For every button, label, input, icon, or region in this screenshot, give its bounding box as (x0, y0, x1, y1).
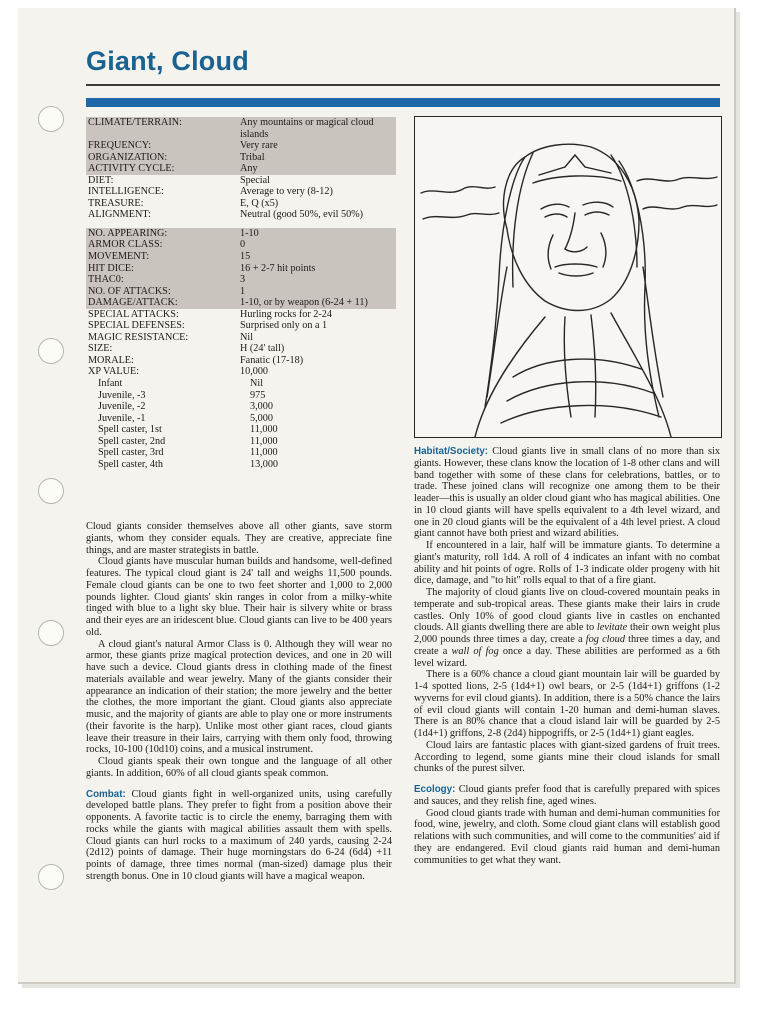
stat-label: MAGIC RESISTANCE: (88, 331, 189, 343)
stat-row (86, 186, 396, 198)
stat-row (86, 228, 396, 240)
stat-value: 15 (240, 251, 251, 263)
stat-label: NO. APPEARING: (88, 227, 168, 239)
stat-label: MOVEMENT: (88, 251, 150, 263)
stat-group-xp (86, 378, 396, 470)
paragraph: A cloud giant's natural Armor Class is 0. Although they will wear no armor, these giants prize magical protection devices, and one in 20 will have such a device. Cloud giants dress in clothing made of the finest materials available and wear jewelry. Many of the giants consider their appearance an indication of their station; the more jewelry and the better the clothes, the more important the giant. Cloud giants also appreciate music, and the majority of giants are able to play one or more instruments (their favorite is the harp). Unlike most other giant races, cloud giants leave their treasure in their lairs, carrying with them only food, throwing rocks, 10-100 (10d10) coins, and a musical instrument. (86, 638, 392, 756)
stat-block (86, 117, 396, 470)
combat-text: Cloud giants fight in well-organized units, using carefully developed battle plans. They prefer to fight from a position above their opponents. A favorite tactic is to circle the enemy, barraging them with rocks while the giants with magical abilities assault them with spells. Cloud giants can hurl rocks to a maximum of 240 yards, causing 2-24 (2d12) points of damage. Their huge morningstars do 6-24 (6d4) +11 points of damage, three times normal (man-sized) damage plus their strength bonus. One in 10 cloud giants will have a magical weapon. (86, 788, 392, 882)
paragraph: Cloud giants consider themselves above all other giants, save storm giants, whom they consider equals. They are creative, appreciate fine things, and are master strategists in battle. (86, 521, 392, 556)
stat-label: MORALE: (88, 354, 134, 366)
stat-value: 11,000 (250, 424, 278, 436)
stat-label: XP VALUE: (88, 366, 140, 378)
stat-value: Nil (250, 378, 264, 390)
spell-name: fog cloud (585, 634, 625, 645)
description-right-column (414, 446, 720, 866)
stat-row (86, 355, 396, 367)
stat-value: Any mountains or magical cloud islands (240, 117, 374, 140)
stat-label: DAMAGE/ATTACK: (88, 297, 178, 309)
stat-row (86, 332, 396, 344)
combat-section (86, 789, 392, 883)
stat-value: 13,000 (250, 458, 279, 470)
stat-value: 5,000 (250, 412, 273, 424)
habitat-heading: Habitat/Society: (414, 446, 489, 457)
stat-row (86, 343, 396, 355)
stat-value: 10,000 (240, 366, 269, 378)
giant-portrait-drawing (415, 117, 721, 437)
paragraph: Cloud lairs are fantastic places with giant-sized gardens of fruit trees. According to legend, some giants mine their cloud islands for small chunks of the purest silver. (414, 739, 720, 775)
stat-value: E, Q (x5) (240, 197, 279, 209)
stat-label: FREQUENCY: (88, 140, 152, 152)
title-rule (86, 84, 720, 86)
paragraph: Cloud giants speak their own tongue and the language of all other giants. In addition, 60% of all cloud giants speak common. (86, 756, 392, 779)
stat-value: Nil (240, 331, 254, 343)
cloud-giant-illustration (414, 116, 722, 438)
stat-row (86, 140, 396, 152)
stat-label: SPECIAL DEFENSES: (88, 320, 185, 332)
paragraph: There is a 60% chance a cloud giant mountain lair will be guarded by 1-4 spotted lions, 2-5 (1d4+1) owl bears, or 2-5 (1d4+1) griffons (1-2 wyverns for evil cloud giants). In addition, there is a 50% chance the lairs of evil cloud giants will contain 1-20 human and demi-human slaves. There is an 80% chance that a cloud island lair will be guarded by 2-5 (1d4+1) griffons, 2-8 (2d4) hippogriffs, or 2-5 (1d4+1) giant eagles. (414, 669, 720, 739)
stat-label: THAC0: (88, 274, 124, 286)
stat-value: H (24' tall) (240, 343, 285, 355)
stat-label: Infant (98, 378, 123, 390)
stat-label: ORGANIZATION: (88, 151, 168, 163)
stat-value: 11,000 (250, 435, 278, 447)
binder-hole (38, 106, 64, 132)
stat-label: Spell caster, 4th (98, 458, 163, 470)
stat-label: INTELLIGENCE: (88, 186, 164, 198)
stat-row (86, 163, 396, 175)
stat-row (86, 274, 396, 286)
stat-label: ALIGNMENT: (88, 209, 151, 221)
stat-row (86, 263, 396, 275)
stat-value: Hurling rocks for 2-24 (240, 308, 332, 320)
paragraph: If encountered in a lair, half will be immature giants. To determine a giant's maturity, roll 1d4. A roll of 4 indicates an infant with no combat ability and hit points of ogre. Rolls of 1-3 indicate older progeny with hit dice, damage, and "to hit" rolls equal to that of a fire giant. (414, 540, 720, 587)
stat-row (86, 251, 396, 263)
stat-value: 11,000 (250, 447, 278, 459)
stat-value: 975 (250, 389, 266, 401)
stat-label: HIT DICE: (88, 262, 134, 274)
ecology-section (414, 784, 720, 808)
stat-label: Spell caster, 1st (98, 424, 162, 436)
stat-row (86, 198, 396, 210)
stat-row (86, 152, 396, 164)
stat-label: Juvenile, -1 (98, 412, 146, 424)
stat-row (86, 378, 396, 390)
stat-value: 1-10, or by weapon (6-24 + 11) (240, 297, 368, 309)
stat-row (86, 309, 396, 321)
stat-value: 3,000 (250, 401, 273, 413)
stat-value: 1 (240, 285, 246, 297)
stat-label: SIZE: (88, 343, 113, 355)
stat-row (86, 209, 396, 221)
stat-value: Neutral (good 50%, evil 50%) (240, 209, 364, 221)
title-bar (86, 98, 720, 107)
stat-value: Any (240, 163, 258, 175)
stat-row (86, 117, 396, 140)
stat-row (86, 320, 396, 332)
stat-row (86, 459, 396, 471)
stat-value: 3 (240, 274, 246, 286)
stat-row (86, 447, 396, 459)
stat-value: 0 (240, 239, 246, 251)
spell-name: levitate (596, 622, 628, 634)
binder-hole (38, 338, 64, 364)
stat-value: 1-10 (240, 227, 259, 239)
stat-row (86, 436, 396, 448)
stat-label: Spell caster, 3rd (98, 447, 164, 459)
paragraph: Good cloud giants trade with human and demi-human communities for food, wine, jewelry, and cloth. Some cloud giant clans will establish good relations with such communities, and will come to the communities' aid if they are endangered. Evil cloud giants raid human and demi-human communities to get what they want. (414, 807, 720, 866)
stat-label: NO. OF ATTACKS: (88, 285, 171, 297)
stat-value: Very rare (240, 140, 278, 152)
stat-value: Fanatic (17-18) (240, 354, 304, 366)
stat-row (86, 413, 396, 425)
stat-row (86, 424, 396, 436)
stat-value: 16 + 2-7 hit points (240, 262, 316, 274)
description-left-column (86, 521, 392, 883)
stat-label: CLIMATE/TERRAIN: (88, 117, 182, 128)
habitat-text: Cloud giants live in small clans of no more than six giants. However, these clans know the location of 1-8 other clans and will band together with some of these clans for celebrations, battles, or to trade. These joined clans will recognize one among them to be their leader—this is usually an older cloud giant who has magical abilities. One in 10 cloud giants will have spells equivalent to a 4th level wizard, and one in 20 cloud giants will be the equivalent of a 4th level priest. A cloud giant cannot have both priest and wizard abilities. (414, 446, 721, 540)
stat-group-primary (86, 117, 396, 221)
stat-row (86, 297, 396, 309)
page-title: Giant, Cloud (86, 46, 249, 76)
stat-label: TREASURE: (88, 197, 144, 209)
paragraph: Cloud giants have muscular human builds and handsome, well-defined features. The typical cloud giant is 24' tall and weighs 11,500 pounds. Female cloud giants can be one to two feet shorter and 1,000 to 2,000 pounds lighter. Cloud giants' skin ranges in color from a milky-white tinged with blue to a light sky blue. Their hair is silvery white or brass and their eyes are an iridescent blue. Cloud giants can live to be 400 years old. (86, 556, 392, 638)
stat-label: ACTIVITY CYCLE: (88, 163, 175, 175)
stat-value: Tribal (240, 151, 265, 163)
binder-hole (38, 620, 64, 646)
stat-label: SPECIAL ATTACKS: (88, 308, 179, 320)
stat-row (86, 401, 396, 413)
stat-label: DIET: (88, 174, 114, 186)
habitat-section (414, 446, 720, 540)
stat-label: Juvenile, -2 (98, 401, 146, 413)
stat-row (86, 239, 396, 251)
stat-value: Average to very (8-12) (240, 186, 333, 198)
stat-row (86, 175, 396, 187)
combat-heading: Combat: (86, 788, 126, 800)
stat-row (86, 286, 396, 298)
stat-label: Spell caster, 2nd (98, 435, 166, 447)
binder-hole (38, 864, 64, 890)
stat-value: Special (240, 174, 270, 186)
stat-value: Surprised only on a 1 (240, 320, 328, 332)
stat-row (86, 390, 396, 402)
ecology-text: Cloud giants prefer food that is carefully prepared with spices and sauces, and they relish fine, aged wines. (414, 784, 720, 807)
stat-label: Juvenile, -3 (98, 389, 146, 401)
spell-name: wall of fog (451, 645, 499, 657)
paragraph: The majority of cloud giants live on cloud-covered mountain peaks in temperate and sub-tropical areas. These giants make their lairs in crude castles. Only 10% of good cloud giants live in castles on enchanted clouds. All giants dwelling there are able to levitate their own weight plus 2,000 pounds three times a day, create a fog cloud three times a day, and create a wall of fog once a day. These abilities are performed as a 6th level wizard. (414, 587, 720, 669)
stat-row (86, 366, 396, 378)
stat-group-combat (86, 228, 396, 378)
ecology-heading: Ecology: (414, 784, 456, 795)
binder-hole (38, 478, 64, 504)
stat-label: ARMOR CLASS: (88, 239, 163, 251)
